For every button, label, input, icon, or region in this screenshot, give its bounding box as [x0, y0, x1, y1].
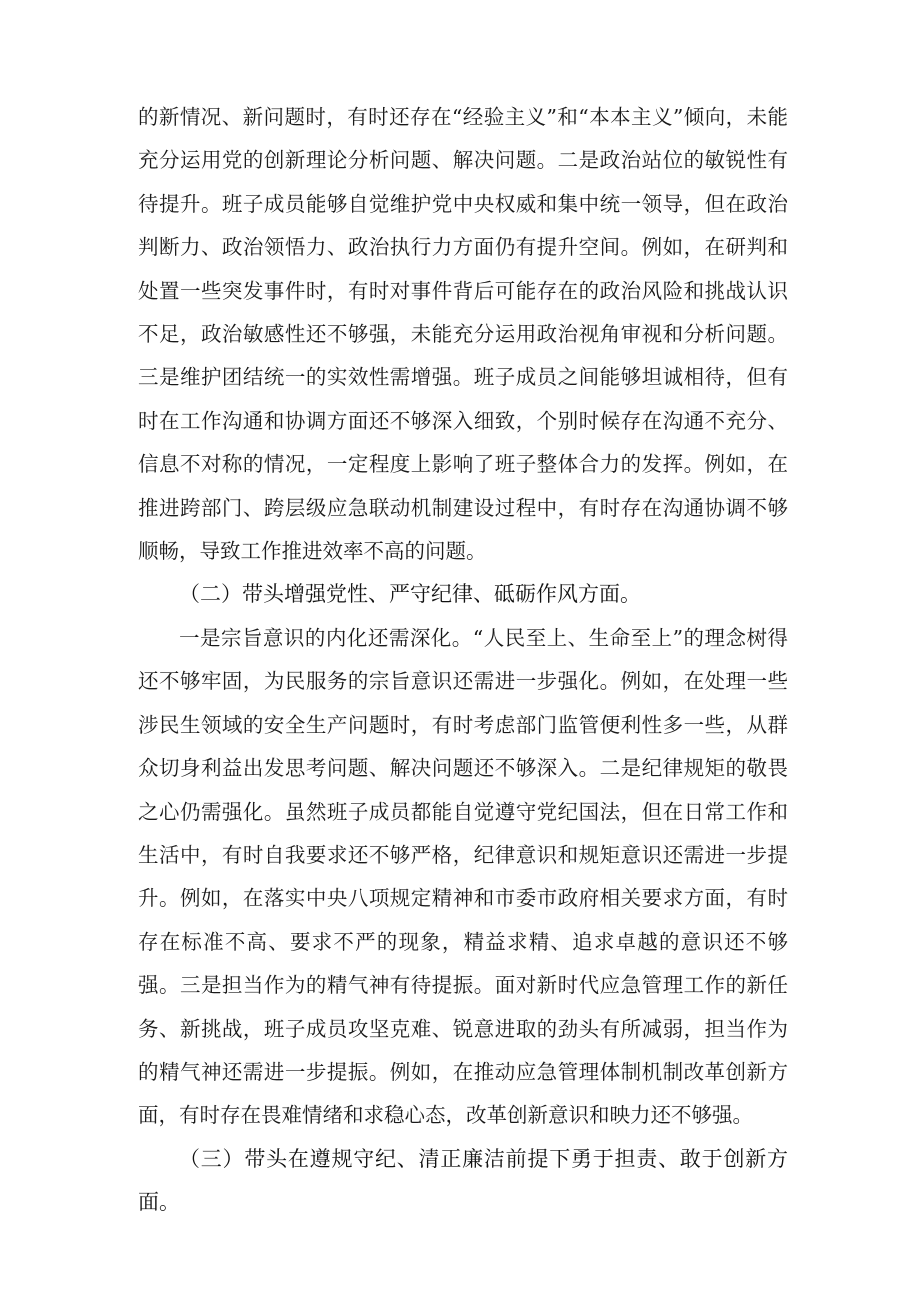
section-heading-2: （二）带头增强党性、严守纪律、砥砺作风方面。	[179, 582, 641, 607]
section-heading-3: （三）带头在遵规守纪、清正廉洁前提下勇于担责、敢于创新方面。	[138, 1146, 788, 1215]
document-body	[138, 96, 788, 1225]
paragraph-party-spirit-issues: 一是宗旨意识的内化还需深化。“人民至上、生命至上”的理念树得还不够牢固，为民服务的宗旨意识还需进一步强化。例如，在处理一些涉民生领域的安全生产问题时，有时考虑部门监管便利性多一些，从群众切身利益出发思考问题、解决问题还不够深入。二是纪律规矩的敬畏之心仍需强化。虽然班子成员都能自觉遵守党纪国法，但在日常工作和生活中，有时自我要求还不够严格，纪律意识和规矩意识还需进一步提升。例如，在落实中央八项规定精神和市委市政府相关要求方面，有时存在标准不高、要求不严的现象，精益求精、追求卓越的意识还不够强。三是担当作为的精气神有待提振。面对新时代应急管理工作的新任务、新挑战，班子成员攻坚克难、锐意进取的劲头有所减弱，担当作为的精气神还需进一步提振。例如，在推动应急管理体制机制改革创新方面，有时存在畏难情绪和求稳心态，改革创新意识和映力还不够强。	[138, 625, 788, 1128]
paragraph-political-issues: 的新情况、新问题时，有时还存在“经验主义”和“本本主义”倾向，未能充分运用党的创新理论分析问题、解决问题。二是政治站位的敏锐性有待提升。班子成员能够自觉维护党中央权威和集中统一领导，但在政治判断力、政治领悟力、政治执行力方面仍有提升空间。例如，在研判和处置一些突发事件时，有时对事件背后可能存在的政治风险和挑战认识不足，政治敏感性还不够强，未能充分运用政治视角审视和分析问题。三是维护团结统一的实效性需增强。班子成员之间能够坦诚相待，但有时在工作沟通和协调方面还不够深入细致，个别时候存在沟通不充分、信息不对称的情况，一定程度上影响了班子整体合力的发挥。例如，在推进跨部门、跨层级应急联动机制建设过程中，有时存在沟通协调不够顺畅，导致工作推进效率不高的问题。	[138, 105, 788, 564]
